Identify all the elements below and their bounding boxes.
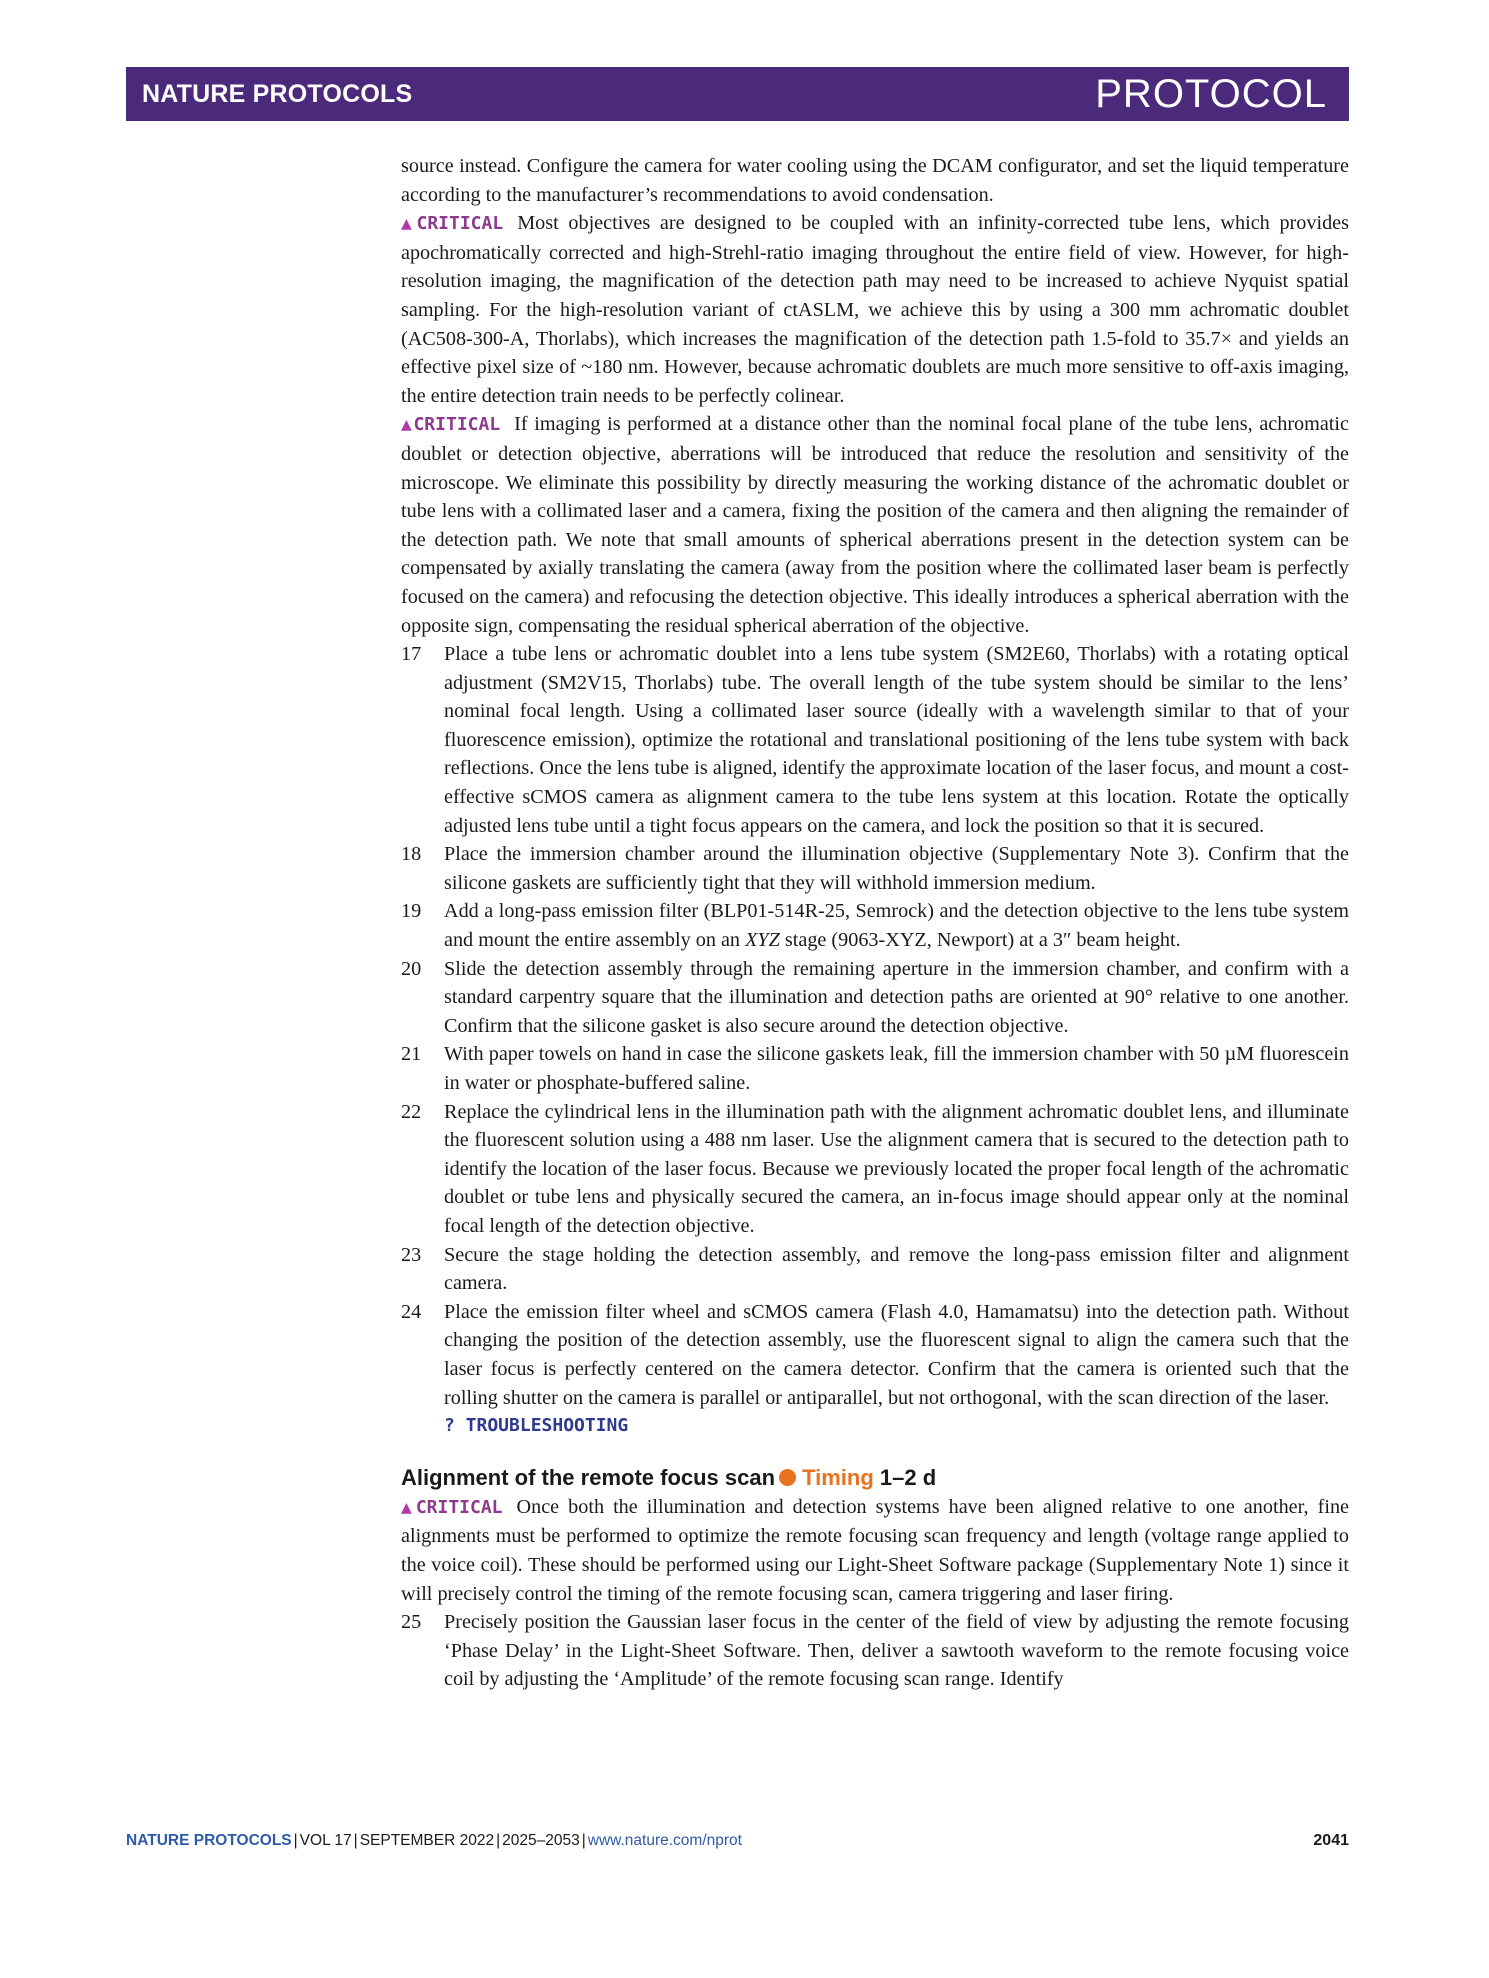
triangle-up-icon: ▲ <box>401 213 417 235</box>
procedure-step <box>401 1608 1349 1694</box>
step-text: Add a long-pass emission filter (BLP01-514R-25, Semrock) and the detection objective to the lens tube system and mount the entire assembly on an XYZ stage (9063-XYZ, Newport) at a 3″ beam height. <box>444 900 1349 952</box>
footer-separator: | <box>293 1832 298 1849</box>
procedure-step <box>401 640 1349 840</box>
paragraph: source instead. Configure the camera for water cooling using the DCAM configurator, and set the liquid temperature according to the manufacturer’s recommendations to avoid condensation. <box>401 155 1349 206</box>
page-number: 2041 <box>1313 1832 1349 1849</box>
critical-note: ▲CRITICAL Once both the illumination and detection systems have been aligned relative to one another, fine alignments must be performed to optimize the remote focusing scan frequency and length (voltage range applied to the voice coil). These should be performed using our Light-Sheet Software package (Supplementary Note 1) since it will precisely control the timing of the remote focusing scan, camera triggering and laser firing. <box>401 1495 1349 1605</box>
step-text: Precisely position the Gaussian laser focus in the center of the field of view by adjusting the remote focusing ‘Phase Delay’ in the Light-Sheet Software. Then, deliver a sawtooth waveform to the remote focusing voice coil by adjusting the ‘Amplitude’ of the remote focusing scan range. Identify <box>444 1611 1349 1691</box>
footer-volume: VOL 17 <box>299 1832 352 1849</box>
section-heading: Alignment of the remote focus scan Timing 1–2 d <box>401 1464 937 1490</box>
procedure-step <box>401 1241 1349 1298</box>
footer-separator: | <box>496 1832 501 1849</box>
procedure-step <box>401 897 1349 954</box>
filled-circle-icon <box>779 1469 796 1486</box>
procedure-step <box>401 1298 1349 1441</box>
step-text: Place the emission filter wheel and sCMOS camera (Flash 4.0, Hamamatsu) into the detection path. Without changing the position of the detection assembly, use the fluorescent signal to align the camera such that the laser focus is perfectly centered on the camera detector. Confirm that the camera is oriented such that the rolling shutter on the camera is parallel or antiparallel, but not orthogonal, with the scan direction of the laser. <box>444 1300 1349 1409</box>
step-text: Secure the stage holding the detection assembly, and remove the long-pass emission filter and alignment camera. <box>444 1243 1349 1295</box>
journal-name: NATURE PROTOCOLS <box>142 80 413 108</box>
step-number: 20 <box>401 957 422 980</box>
triangle-up-icon: ▲ <box>401 414 414 436</box>
timing-value: 1–2 d <box>879 1464 937 1490</box>
triangle-up-icon: ▲ <box>401 1496 416 1518</box>
step-number: 25 <box>401 1611 422 1634</box>
procedure-step <box>401 1098 1349 1241</box>
step-text: Place a tube lens or achromatic doublet into a lens tube system (SM2E60, Thorlabs) with a rotating optical adjustment (SM2V15, Thorlabs) tube. The overall length of the tube system should be similar to the lens’ nominal focal length. Using a collimated laser source (ideally with a wavelength similar to that of your fluorescence emission), optimize the rotational and translational positioning of the lens tube system with back reflections. Once the lens tube is aligned, identify the approximate location of the laser focus, and mount a cost-effective sCMOS camera as alignment camera to the tube lens system at this location. Rotate the optically adjusted lens tube until a tight focus appears on the camera, and lock the position so that it is secured. <box>444 643 1349 837</box>
critical-note: ▲CRITICAL Most objectives are designed to be coupled with an infinity-corrected tube lens, which provides apochromatically corrected and high-Strehl-ratio imaging throughout the entire field of view. However, for high-resolution imaging, the magnification of the detection path may need to be increased to achieve Nyquist spatial sampling. For the high-resolution variant of ctASLM, we achieve this by using a 300 mm achromatic doublet (AC508-300-A, Thorlabs), which increases the magnification of the detection path 1.5-fold to 35.7× and yields an effective pixel size of ~180 nm. However, because achromatic doublets are much more sensitive to off-axis imaging, the entire detection train needs to be perfectly colinear. <box>401 212 1349 407</box>
step-text: Place the immersion chamber around the illumination objective (Supplementary Note 3). Confirm that the silicone gaskets are sufficiently tight that they will withhold immersion medium. <box>444 843 1349 894</box>
step-text: Slide the detection assembly through the remaining aperture in the immersion chamber, and confirm with a standard carpentry square that the illumination and detection paths are oriented at 90° relative to one another. Confirm that the silicone gasket is also secure around the detection objective. <box>444 957 1349 1037</box>
troubleshooting-link[interactable]: ? TROUBLESHOOTING <box>444 1415 629 1437</box>
footer-separator: | <box>353 1832 358 1849</box>
step-number: 22 <box>401 1100 422 1123</box>
page-footer <box>126 1832 1349 1850</box>
step-number: 18 <box>401 843 422 866</box>
critical-note: ▲CRITICAL If imaging is performed at a distance other than the nominal focal plane of the tube lens, achromatic doublet or detection objective, aberrations will be introduced that reduce the resolution and sensitivity of the microscope. We eliminate this possibility by directly measuring the working distance of the achromatic doublet or tube lens with a collimated laser and a camera, fixing the position of the camera and then aligning the remainder of the detection path. We note that small amounts of spherical aberrations present in the detection system can be compensated by axially translating the camera (away from the position where the collimated laser beam is perfectly focused on the camera) and refocusing the detection objective. This ideally introduces a spherical aberration with the opposite sign, compensating the residual spherical aberration of the objective. <box>401 413 1349 637</box>
step-text: With paper towels on hand in case the silicone gaskets leak, fill the immersion chamber with 50 µM fluorescein in water or phosphate-buffered saline. <box>444 1043 1349 1094</box>
footer-pages: 2025–2053 <box>502 1832 580 1849</box>
footer-date: SEPTEMBER 2022 <box>359 1832 495 1849</box>
step-number: 17 <box>401 643 422 666</box>
critical-label: ▲CRITICAL <box>401 213 504 235</box>
procedure-step <box>401 1040 1349 1097</box>
procedure-step <box>401 840 1349 897</box>
procedure-step <box>401 955 1349 1041</box>
timing-label: Timing <box>802 1464 874 1490</box>
step-number: 21 <box>401 1043 422 1066</box>
step-number: 23 <box>401 1243 422 1266</box>
step-number: 24 <box>401 1300 422 1323</box>
article-type: PROTOCOL <box>1095 72 1327 116</box>
step-text: Replace the cylindrical lens in the illumination path with the alignment achromatic doublet lens, and illuminate the fluorescent solution using a 488 nm laser. Use the alignment camera that is secured to the detection path to identify the location of the laser focus. Because we previously located the proper focal length of the achromatic doublet or tube lens and physically secured the camera, an in-focus image should appear only at the nominal focal length of the detection objective. <box>444 1100 1349 1237</box>
footer-journal: NATURE PROTOCOLS <box>126 1832 292 1849</box>
step-number: 19 <box>401 900 422 923</box>
footer-url-link[interactable]: www.nature.com/nprot <box>587 1832 742 1849</box>
main-content <box>401 152 1349 1694</box>
journal-header <box>126 67 1349 121</box>
critical-label: ▲CRITICAL <box>401 1496 503 1518</box>
footer-separator: | <box>581 1832 586 1849</box>
critical-label: ▲CRITICAL <box>401 414 501 436</box>
